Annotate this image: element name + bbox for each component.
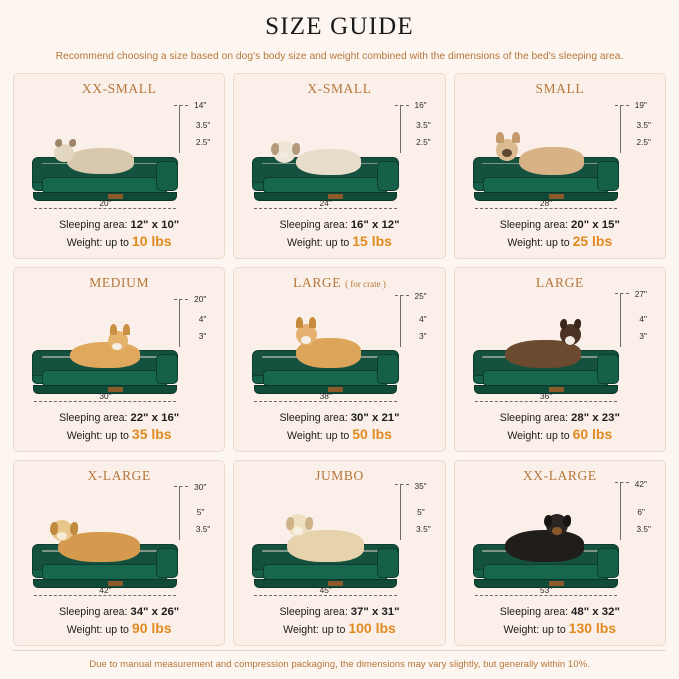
pet-ear-right [512,132,520,143]
weight-line [20,233,218,251]
card-specs [461,217,659,252]
dog-bed [252,350,398,394]
dim-height-label: 42" [634,479,647,490]
dim-line-width [34,208,176,209]
card-size-name: LARGE [293,274,342,290]
sleeping-area-line [461,217,659,233]
size-card-jumbo[interactable] [233,460,445,646]
dim-line-width [475,595,617,596]
dim-base-label: 3.5" [416,524,431,535]
pet-muzzle [301,336,311,344]
sleeping-area-value: 22" x 16" [130,412,180,425]
weight-label: Weight: [503,624,540,636]
dim-base-label: 3.5" [636,524,651,535]
bed-cushion [42,370,168,386]
weight-up-to: up to [105,624,129,636]
dim-bolster-label: 3.5" [416,120,431,130]
card-size-note: ( for crate ) [345,278,386,289]
card-specs [20,410,218,445]
bed-cushion [263,370,389,386]
card-title [536,275,584,291]
sleeping-area-label: Sleeping area: [499,606,569,618]
bed-cushion [483,564,609,580]
dim-width-label: 24" [319,197,332,208]
footer-note: Due to manual measurement and compression packaging, the dimensions may vary slightly, but generally within 10%. [89,659,590,670]
bed-illustration [240,481,438,604]
dim-tick-height-top [395,484,409,485]
pet-ear-left [271,143,279,155]
sleeping-area-line [240,410,438,426]
pet-ear-right [574,319,581,329]
dim-line-height [179,105,180,153]
dim-bolster-label: 4" [198,313,207,324]
card-title [523,468,597,484]
dim-height-label: 20" [194,293,207,304]
weight-label: Weight: [287,236,323,249]
bed-right-bolster [156,161,178,191]
pet-ear-right [305,517,313,530]
dog-bed [32,350,178,394]
card-size-name: XX-LARGE [522,468,597,484]
dim-tick-height-top [174,105,188,106]
card-size-name: SMALL [535,81,585,96]
sleeping-area-line [240,604,438,620]
bed-right-bolster [597,161,619,191]
weight-line [20,620,218,638]
sleeping-area-label: Sleeping area: [279,606,348,618]
weight-value: 15 lbs [352,232,392,249]
pet-ear-right [70,522,78,535]
dog-bed [252,544,398,588]
dim-line-width [254,208,396,209]
bed-right-bolster [156,354,178,384]
sleeping-area-value: 28" x 23" [571,412,620,425]
weight-up-to: up to [321,624,346,636]
weight-label: Weight: [507,236,544,249]
weight-up-to: up to [546,236,570,249]
sleeping-area-value: 20" x 15" [571,218,620,231]
dim-line-height [620,105,621,153]
dim-tick-height-top [395,105,409,106]
dim-line-height [620,482,621,540]
card-size-name: JUMBO [315,468,364,484]
card-title [307,81,371,97]
card-size-name: MEDIUM [89,274,150,290]
sleeping-area-line [20,410,218,426]
dim-line-height [179,299,180,347]
weight-up-to: up to [105,236,129,249]
dim-bolster-label: 6" [637,507,645,518]
pet-ear-left [296,317,303,328]
pet-body [67,148,134,174]
dim-line-width [254,401,396,402]
size-card-x-small[interactable] [233,73,445,259]
dim-height-label: 30" [194,482,207,493]
pet-ear-right [309,317,316,328]
weight-up-to: up to [542,624,566,636]
dim-tick-height-top [615,105,629,106]
sleeping-area-label: Sleeping area: [279,412,348,425]
pet-ear-right [69,139,76,147]
card-specs [20,217,218,252]
card-title [293,275,386,291]
card-title [89,275,149,291]
card-title [82,81,157,97]
card-title [87,468,150,484]
bed-cushion [42,177,168,193]
weight-line [240,426,438,444]
dog-bed [32,157,178,201]
dim-width-label: 53" [539,585,553,595]
weight-line [240,233,438,251]
weight-value: 90 lbs [131,620,172,636]
dim-line-width [254,595,396,596]
card-title [315,468,364,484]
card-specs [240,410,438,445]
weight-line [461,233,659,251]
size-card-xx-large[interactable] [454,460,666,646]
weight-value: 35 lbs [131,426,172,443]
pet-muzzle [502,149,512,157]
card-specs [461,410,659,445]
bed-illustration [461,288,659,411]
dim-line-height [400,484,401,540]
dim-line-width [475,208,617,209]
pet-ear-left [55,139,62,147]
dim-height-label: 27" [634,288,647,299]
bed-cushion [263,564,389,580]
page-subtitle: Recommend choosing a size based on dog's body size and weight combined with the dimensions of the bed's sleeping area. [55,51,624,62]
bed-cushion [42,564,168,580]
bed-illustration [20,97,218,217]
pet-body [296,149,360,175]
card-specs [240,604,438,639]
dim-base-label: 2.5" [416,137,431,147]
pet-ear-left [110,324,117,335]
size-card-medium[interactable] [13,267,225,453]
dog-bed [252,157,398,201]
dim-width-label: 38" [319,391,332,402]
weight-label: Weight: [507,430,544,443]
dim-base-label: 3.5" [195,524,211,535]
sleeping-area-label: Sleeping area: [499,412,569,425]
sleeping-area-label: Sleeping area: [59,606,128,618]
weight-value: 25 lbs [572,232,613,249]
bed-right-bolster [597,354,619,384]
weight-value: 60 lbs [572,426,613,443]
size-card-small[interactable] [454,73,666,259]
sleeping-area-label: Sleeping area: [279,218,348,231]
sleeping-area-label: Sleeping area: [499,218,569,231]
card-specs [240,217,438,252]
pet-muzzle [552,527,562,535]
dim-bolster-label: 3.5" [636,120,651,130]
dim-height-label: 25" [414,290,427,301]
sleeping-area-value: 48" x 32" [571,606,620,618]
card-size-name: X-SMALL [307,81,372,96]
dim-width-label: 28" [539,197,553,208]
sleeping-area-label: Sleeping area: [59,218,128,231]
weight-value: 10 lbs [131,232,172,249]
sleeping-area-label: Sleeping area: [59,412,128,425]
dog-bed [32,544,178,588]
dim-tick-height-top [615,293,629,294]
dim-height-label: 14" [194,100,207,110]
size-card-xx-small[interactable] [13,73,225,259]
bed-illustration [20,484,218,604]
dim-base-label: 2.5" [636,137,651,147]
dog-bed [473,157,619,201]
weight-value: 100 lbs [348,620,396,636]
card-specs [20,604,218,639]
bed-right-bolster [597,548,619,578]
dim-tick-height-top [174,486,188,487]
weight-label: Weight: [66,430,103,443]
weight-up-to: up to [546,430,570,443]
sleeping-area-value: 30" x 21" [350,412,400,425]
sleeping-area-value: 16" x 12" [350,218,400,231]
card-size-name: LARGE [535,274,584,290]
weight-value: 50 lbs [352,426,392,443]
dim-line-height [400,295,401,347]
size-card-large[interactable] [454,267,666,453]
sleeping-area-line [240,217,438,233]
card-size-name: X-LARGE [87,468,151,484]
footer-divider [13,650,666,651]
page-title: SIZE GUIDE [265,13,414,40]
pet-body [70,342,140,368]
weight-label: Weight: [66,236,103,249]
bed-cushion [483,370,609,386]
weight-line [240,620,438,638]
weight-label: Weight: [283,624,319,636]
dim-line-width [34,595,176,596]
dim-width-label: 30" [99,391,112,402]
dim-width-label: 20" [99,197,112,208]
dim-bolster-label: 4" [419,313,427,324]
sleeping-area-line [20,604,218,620]
pet-body [519,147,583,175]
bed-cushion [483,177,609,193]
pet-ear-left [496,132,504,143]
card-title [535,81,584,97]
sleeping-area-value: 37" x 31" [350,606,400,618]
dim-base-label: 3" [639,330,647,341]
dim-height-label: 16" [414,100,427,110]
bed-right-bolster [377,161,399,191]
sleeping-area-value: 34" x 26" [130,606,180,618]
dim-height-label: 35" [414,481,427,492]
dim-base-label: 3" [419,330,427,341]
dim-bolster-label: 3.5" [195,120,211,130]
dim-tick-height-top [395,295,409,296]
pet-muzzle [280,151,289,158]
dim-width-label: 42" [99,585,112,595]
weight-line [461,620,659,638]
dim-bolster-label: 5" [196,507,205,518]
pet-ear-right [563,515,571,527]
weight-line [20,426,218,444]
dim-tick-height-top [174,299,188,300]
weight-label: Weight: [66,624,103,636]
dim-line-height [620,293,621,347]
bed-illustration [461,97,659,217]
dim-width-label: 45" [319,585,332,595]
bed-right-bolster [377,354,399,384]
dog-bed [473,350,619,394]
pet-ear-left [50,522,58,535]
size-card-grid [0,62,679,650]
weight-up-to: up to [325,236,350,249]
dog-bed [473,544,619,588]
size-card-large-crate[interactable] [233,267,445,453]
sleeping-area-value: 12" x 10" [130,218,180,231]
weight-up-to: up to [325,430,350,443]
dim-line-height [400,105,401,153]
dim-height-label: 19" [634,100,647,110]
pet-ear-right [123,324,130,335]
size-card-x-large[interactable] [13,460,225,646]
sleeping-area-line [461,410,659,426]
dim-line-height [179,486,180,540]
card-size-name: XX-SMALL [81,81,157,96]
weight-line [461,426,659,444]
sleeping-area-line [20,217,218,233]
sleeping-area-line [461,604,659,620]
dim-line-width [475,401,617,402]
dim-line-width [34,401,176,402]
bed-right-bolster [156,548,178,578]
dim-bolster-label: 4" [639,313,647,324]
weight-value: 130 lbs [568,620,617,636]
pet-ear-right [292,143,300,155]
bed-illustration [461,479,659,604]
card-specs [461,604,659,639]
weight-label: Weight: [287,430,323,443]
weight-up-to: up to [105,430,129,443]
dim-tick-height-top [615,482,629,483]
bed-illustration [240,291,438,411]
dim-base-label: 2.5" [195,137,211,147]
pet-muzzle [57,532,67,540]
pet-body [505,530,584,562]
bed-illustration [240,97,438,217]
bed-cushion [263,177,389,193]
dim-bolster-label: 5" [417,507,425,518]
dim-base-label: 3" [198,330,207,341]
bed-right-bolster [377,548,399,578]
bed-illustration [20,291,218,411]
dim-width-label: 36" [539,391,553,402]
